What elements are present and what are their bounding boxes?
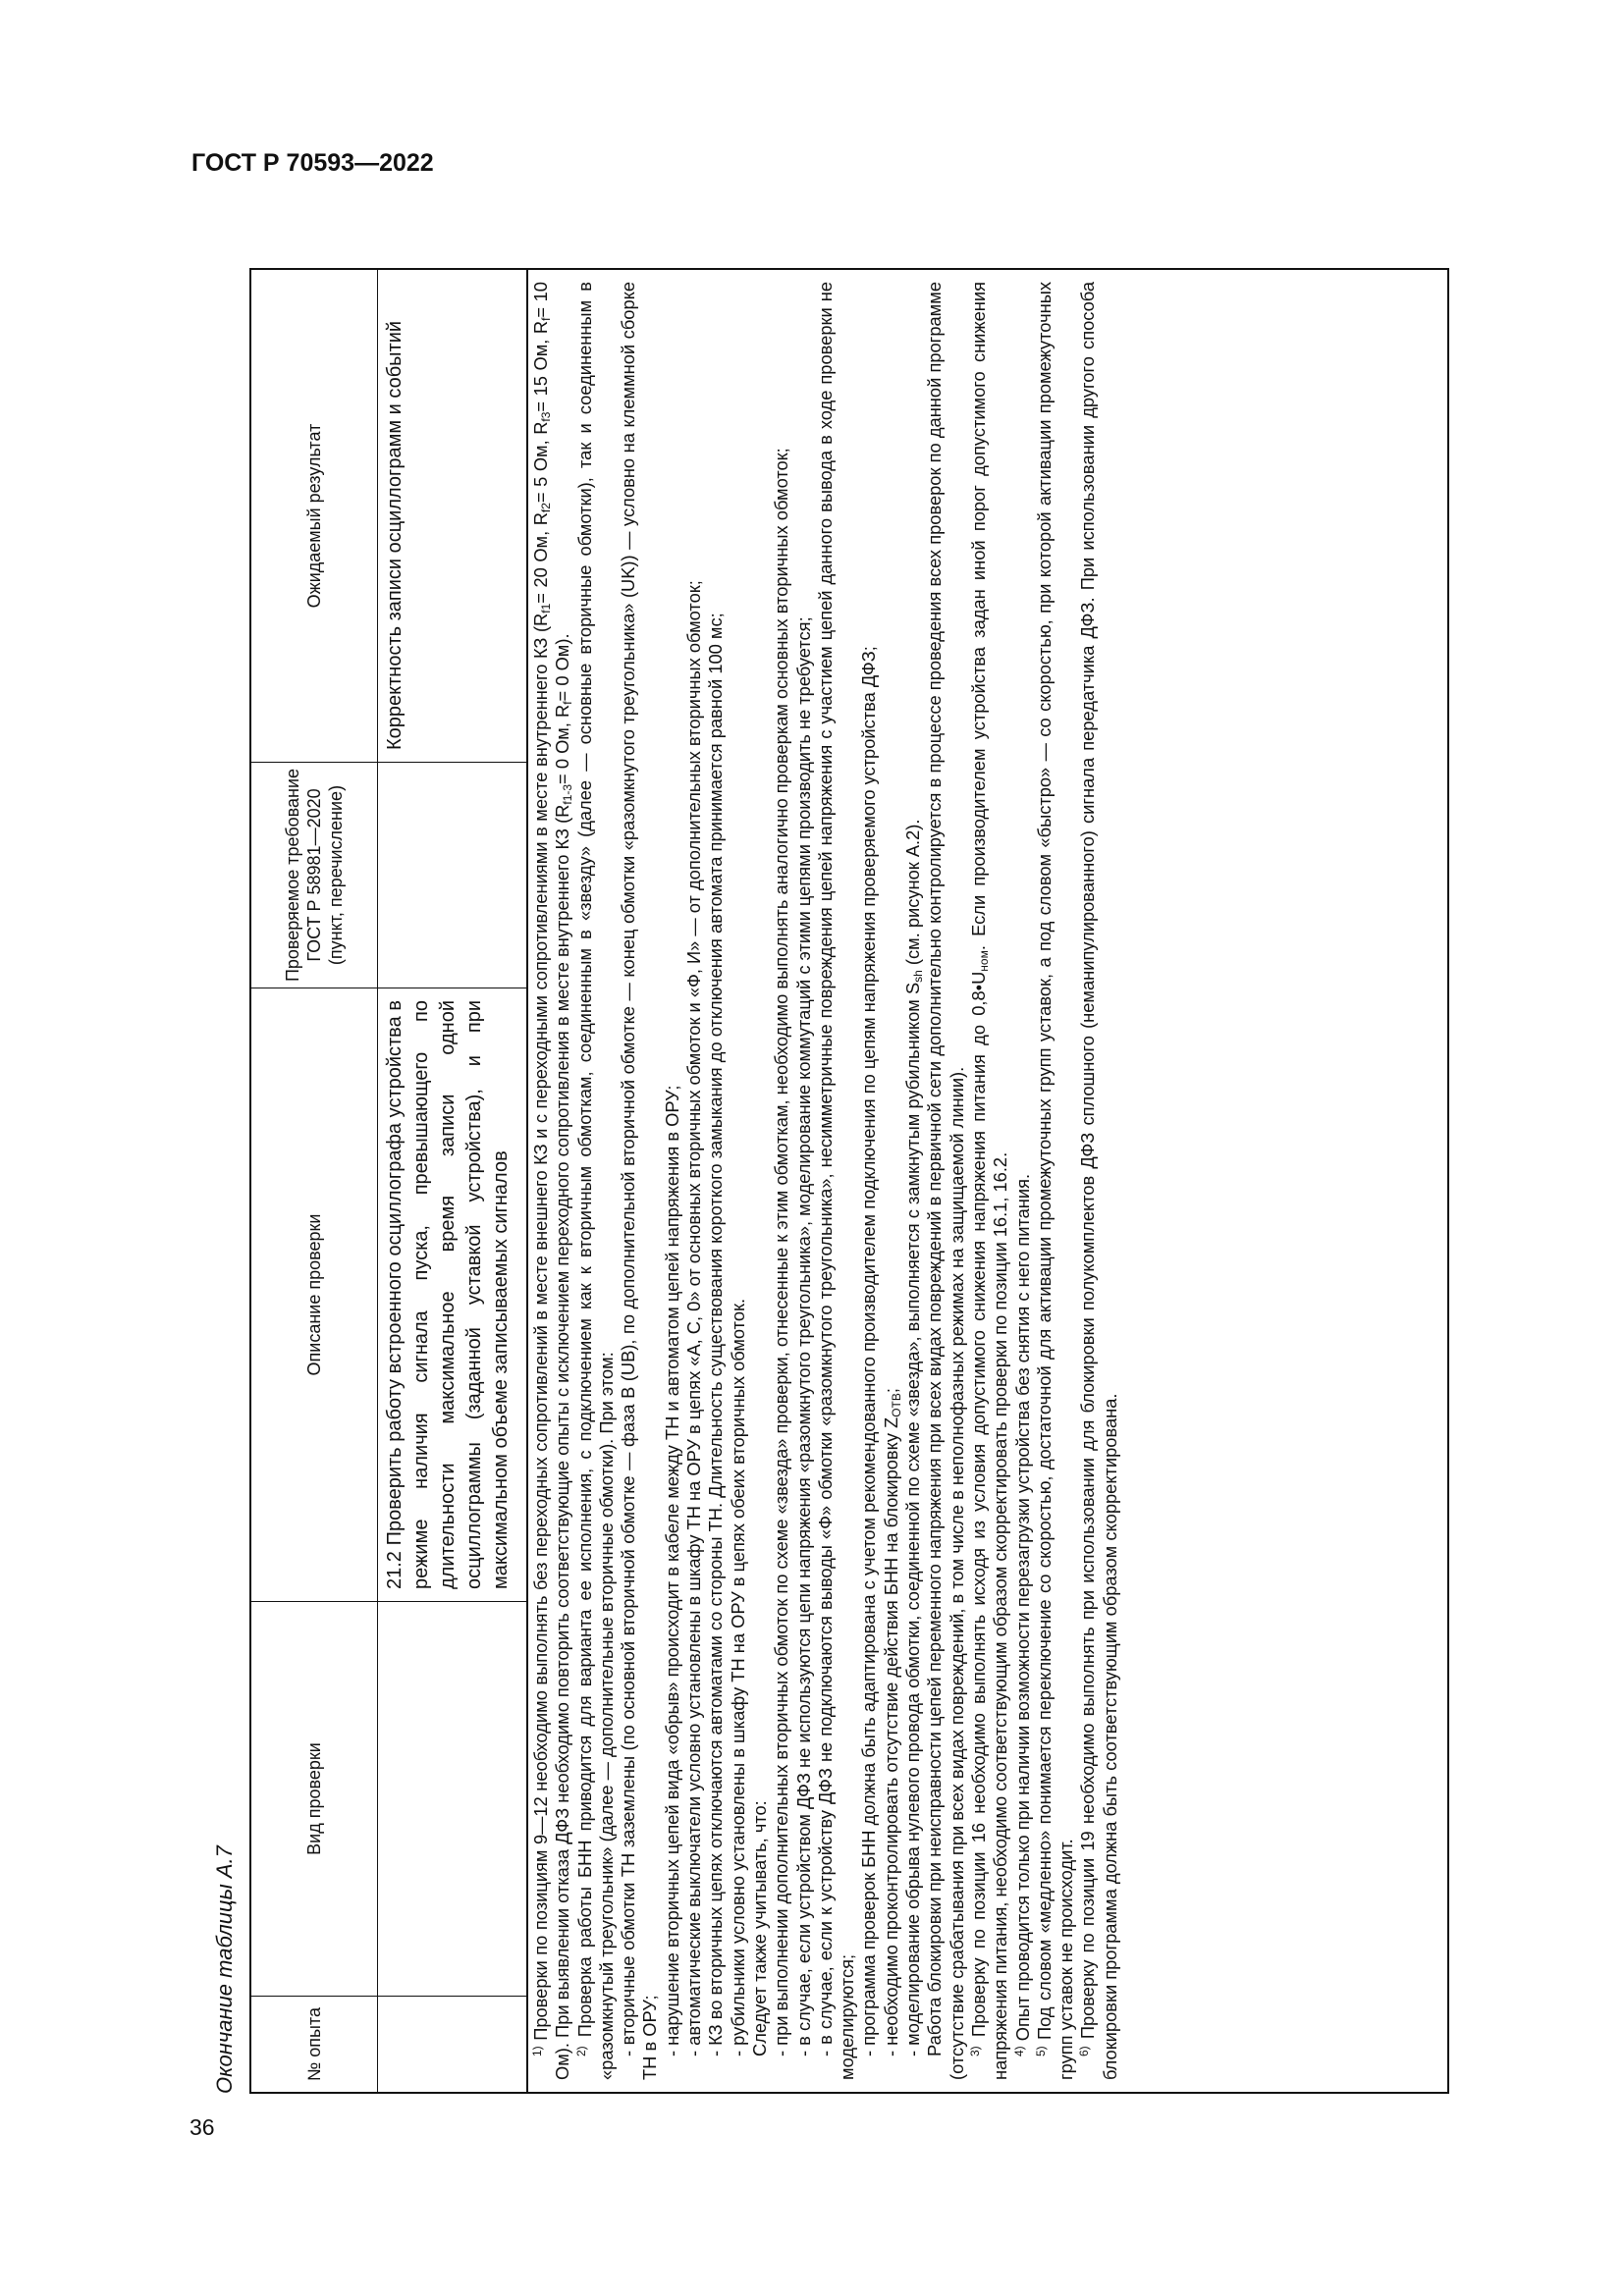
cell-description: 21.2 Проверить работу встроенного осциллографа устройства в режиме наличия сигнала пуска, превышающего по длительности максимальное время записи одной осциллограммы (заданной уставкой устройства), и при максимальном объеме записываемых сигналов xyxy=(377,988,526,1601)
list-intro: Следует также учитывать, что: xyxy=(748,1800,770,2056)
footnote-6: $^{6)}$ Проверку по позиции 19 необходимо выполнять при использовании для блокировки полукомплектов ДФЗ сплошного (неманипулированного) сигнала передатчика ДФЗ. При использовании другого способа блокировки программа должна быть соответствующим образом скорректирована. xyxy=(1077,282,1120,2080)
header-description: Описание проверки xyxy=(251,988,377,1601)
document-title: ГОСТ Р 70593—2022 xyxy=(191,149,434,177)
footnote-paragraph: Работа блокировки при неисправности цепей переменного напряжения при всех видах повреждений в первичной сети дополнительно контролируется в процессе проведения всех проверок по данной программе (отсутствие срабатывания при всех видах повреждений, в том числе в неполнофазных режимах на защищаемой линии). xyxy=(924,282,967,2080)
footnote-3: $^{3)}$ Проверку по позиции 16 необходимо выполнять исходя из условия допустимого снижения напряжения питания до $0,8•U_{ном}$. Если производителем устройства задан иной порог допустимого снижения напряжения питания, необходимо соответствующим образом скорректировать проверки по позиции 16.1, 16.2. xyxy=(967,282,1011,2080)
list-item: - моделирование обрыва нулевого провода обмотки, соединенной по схеме «звезда», выполняется с замкнутым рубильником $S_{sh}$ (см. рисунок А.2). xyxy=(902,819,926,2056)
footnote-2: $^{2)}$ Проверка работы БНН приводится для варианта ее исполнения, с подключением как к вторичным обмоткам, соединенным в «звезду» (далее — основные вторичные обмотки), так и соединенным в «разомкнутый треугольник» (далее — дополнительные вторичные обмотки). При этом: xyxy=(573,282,617,2080)
list-item: - вторичные обмотки ТН заземлены (по основной вторичной обмотке — фаза В (UB), по дополнительной вторичной обмотке — конец обмотки «разомкнутого треугольника» (UK)) — условно на клеммной сборке ТН в ОРУ; xyxy=(618,282,661,2080)
footnote-4: $^{4)}$ Опыт проводится только при наличии возможности перезагрузки устройства без снятия с него питания. xyxy=(1011,1173,1033,2056)
header-result: Ожидаемый результат xyxy=(304,423,324,609)
list-item: - в случае, если к устройству ДФЗ не подключаются выводы «Ф» обмотки «разомкнутого треугольника», несимметричные повреждения цепей напряжения с участием цепей данного вывода в ходе проверки не моделируются; xyxy=(814,282,858,2080)
table-a7 xyxy=(249,268,1449,2094)
header-kind: Вид проверки xyxy=(251,1601,377,1996)
cell-num xyxy=(377,1996,526,2092)
list-item: - при выполнении дополнительных вторичных обмоток по схеме «звезда» проверки, отнесенные к этим обмоткам, необходимо выполнять аналогично проверкам основных вторичных обмоток; xyxy=(771,448,792,2056)
list-item: - рубильники условно установлены в шкафу ТН на ОРУ в цепях обеих вторичных обмоток. xyxy=(727,1298,748,2056)
list-item: - нарушение вторичных цепей вида «обрыв» происходит в кабеле между ТН и автоматом цепей напряжения в ОРУ; xyxy=(661,1085,682,2056)
list-item: - автоматические выключатели условно установлены в шкафу ТН на ОРУ в цепях «А, С, 0» от основных вторичных обмоток и «Ф, И» — от дополнительных вторичных обмоток; xyxy=(683,580,705,2056)
header-requirement: Проверяемое требование ГОСТ Р 58981—2020 (пункт, перечисление) xyxy=(251,762,377,988)
cell-requirement xyxy=(377,762,526,988)
footnote-1: $^{1)}$ Проверки по позициям 9—12 необходимо выполнять без переходных сопротивлений в месте внешнего КЗ и с переходными сопротивлениями в месте внутреннего КЗ ($R_{f1}= 20$ Ом, $R_{f2}= 5$ Ом, $R_{f3}= 15$ Ом, $R_f= 10$ Ом). При выявлении отказа ДФЗ необходимо повторить соответствующие опыты с исключением переходного сопротивления в месте внутреннего КЗ ($R_{f1-3}= 0$ Ом, $R_f= 0$ Ом). xyxy=(530,282,575,2080)
table-caption: Окончание таблицы А.7 xyxy=(212,1845,237,2094)
cell-kind xyxy=(377,1601,526,1996)
table-header-row xyxy=(251,270,378,2092)
list-item: - программа проверок БНН должна быть адаптирована с учетом рекомендованного производителем подключения по цепям напряжения проверяемого устройства ДФЗ; xyxy=(858,646,880,2056)
list-item: - КЗ во вторичных цепях отключаются автоматами со стороны ТН. Длительность существования короткого замыкания до отключения автомата принимается равной 100 мс; xyxy=(705,613,727,2056)
rotated-table-area xyxy=(212,268,1449,2094)
header-num: № опыта xyxy=(251,1996,377,2092)
page-number: 36 xyxy=(189,2114,215,2140)
table-row xyxy=(377,270,528,2092)
table-footnotes xyxy=(526,270,1125,2092)
list-item: - в случае, если устройством ДФЗ не используются цепи напряжения «разомкнутого треугольника», моделирование коммутаций с этими цепями производить не требуется; xyxy=(792,616,814,2056)
footnote-5: $^{5)}$ Под словом «медленно» понимается переключение со скоростью, достаточной для активации промежуточных групп уставок, а под словом «быстро» — со скоростью, при которой активации промежуточных групп уставок не происходит. xyxy=(1033,282,1077,2080)
cell-result: Корректность записи осциллограмм и событий xyxy=(384,320,406,750)
list-item: - необходимо проконтролировать отсутствие действия БНН на блокировку $Z_{ОТВ}$; xyxy=(880,1388,903,2056)
